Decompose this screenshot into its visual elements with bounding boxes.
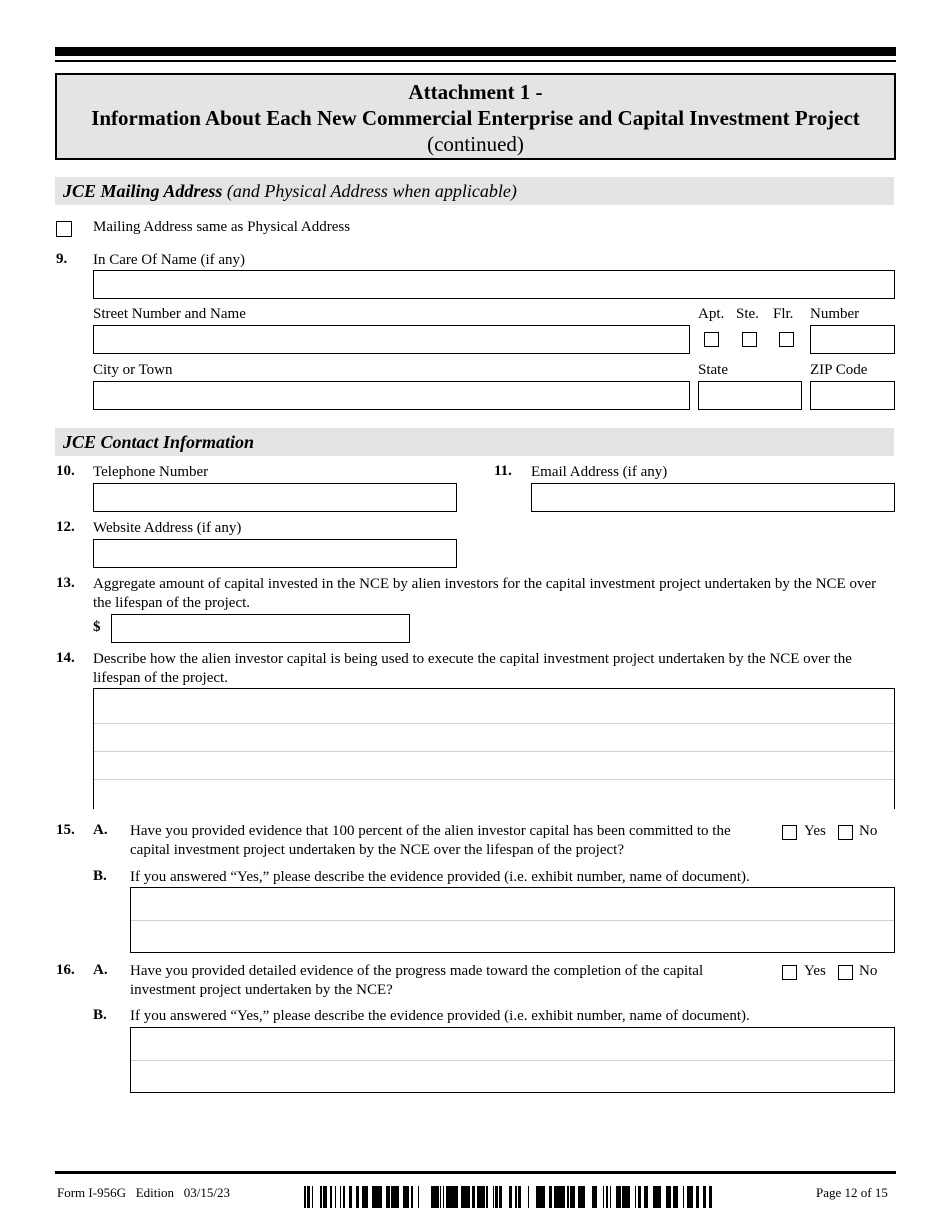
zip-input[interactable] <box>810 381 895 410</box>
q16a-letter: A. <box>93 962 108 978</box>
footer-rule <box>55 1171 896 1174</box>
q13-number: 13. <box>56 575 75 591</box>
q15a-no-label: No <box>859 823 878 839</box>
mailing-section-header <box>55 177 894 205</box>
q14-number: 14. <box>56 650 75 666</box>
city-input[interactable] <box>93 381 690 410</box>
q16a-yes-label: Yes <box>804 963 826 979</box>
telephone-input[interactable] <box>93 483 457 512</box>
q14-text: Describe how the alien investor capital is being used to execute the capital investment project undertaken by the NCE over the lifespan of the project. <box>93 651 852 686</box>
q15b-letter: B. <box>93 868 107 884</box>
in-care-of-label: In Care Of Name (if any) <box>93 252 246 268</box>
q16a-text: Have you provided detailed evidence of the progress made toward the completion of the capital investment project undertaken by the NCE? <box>130 963 704 998</box>
q15a-letter: A. <box>93 822 108 838</box>
q15a-yes-checkbox[interactable] <box>782 825 797 840</box>
q15b-text: If you answered “Yes,” please describe the evidence provided (i.e. exhibit number, name of document). <box>130 869 750 885</box>
website-input[interactable] <box>93 539 457 568</box>
contact-section-header <box>55 428 894 456</box>
q15b-textarea[interactable] <box>130 887 895 953</box>
q10-number: 10. <box>56 463 75 479</box>
flr-label: Flr. <box>773 306 794 322</box>
header-rule-thin <box>55 60 896 62</box>
q16b-text: If you answered “Yes,” please describe the evidence provided (i.e. exhibit number, name of document). <box>130 1008 750 1024</box>
unit-number-input[interactable] <box>810 325 895 354</box>
website-label: Website Address (if any) <box>93 520 242 536</box>
q16a-no-label: No <box>859 963 878 979</box>
email-label: Email Address (if any) <box>531 464 668 480</box>
q16b-textarea[interactable] <box>130 1027 895 1093</box>
q11-number: 11. <box>494 463 512 479</box>
q15a-no-checkbox[interactable] <box>838 825 853 840</box>
street-label: Street Number and Name <box>93 306 246 322</box>
page-title-box <box>55 73 896 160</box>
q16a-yes-checkbox[interactable] <box>782 965 797 980</box>
state-select[interactable] <box>698 381 802 410</box>
q14-textarea-line <box>94 779 894 780</box>
page-title-line3: (continued) <box>427 132 524 156</box>
header-rule-thick <box>55 47 896 56</box>
q16b-letter: B. <box>93 1007 107 1023</box>
page-title-line2: Information About Each New Commercial Enterprise and Capital Investment Project <box>91 106 860 130</box>
in-care-of-input[interactable] <box>93 270 895 299</box>
q15-number: 15. <box>56 822 75 838</box>
zip-label: ZIP Code <box>810 362 868 378</box>
page-title-line1: Attachment 1 - <box>408 80 543 104</box>
mailing-section-subtitle: (and Physical Address when applicable) <box>226 181 517 201</box>
same-as-physical-checkbox[interactable] <box>56 221 72 237</box>
q14-textarea[interactable] <box>93 688 895 809</box>
q13-text: Aggregate amount of capital invested in the NCE by alien investors for the capital investment project undertaken by the NCE over the lifespan of the project. <box>93 576 877 611</box>
same-as-physical-label: Mailing Address same as Physical Address <box>93 219 351 235</box>
state-label: State <box>698 362 728 378</box>
q16a-no-checkbox[interactable] <box>838 965 853 980</box>
contact-section-title: JCE Contact Information <box>63 432 255 452</box>
q14-textarea-line <box>94 751 894 752</box>
unit-number-label: Number <box>810 306 860 322</box>
page-number-label: Page 12 of 15 <box>816 1185 888 1200</box>
apt-label: Apt. <box>698 306 725 322</box>
ste-label: Ste. <box>736 306 759 322</box>
q15b-textarea-line <box>131 920 894 921</box>
city-label: City or Town <box>93 362 173 378</box>
ste-checkbox[interactable] <box>742 332 757 347</box>
mailing-section-title: JCE Mailing Address <box>63 181 223 201</box>
telephone-label: Telephone Number <box>93 464 209 480</box>
email-input[interactable] <box>531 483 895 512</box>
q15a-yes-label: Yes <box>804 823 826 839</box>
form-edition-label: Form I-956G Edition 03/15/23 <box>57 1185 230 1200</box>
q14-textarea-line <box>94 723 894 724</box>
q12-number: 12. <box>56 519 75 535</box>
q15a-text: Have you provided evidence that 100 percent of the alien investor capital has been committed to the capital investment project undertaken by the NCE over the lifespan of the project? <box>130 823 731 858</box>
q16-number: 16. <box>56 962 75 978</box>
apt-checkbox[interactable] <box>704 332 719 347</box>
street-input[interactable] <box>93 325 690 354</box>
q9-number: 9. <box>56 251 68 267</box>
q16b-textarea-line <box>131 1060 894 1061</box>
dollar-sign: $ <box>93 619 101 635</box>
capital-amount-input[interactable] <box>111 614 410 643</box>
flr-checkbox[interactable] <box>779 332 794 347</box>
barcode-image <box>304 1186 712 1208</box>
